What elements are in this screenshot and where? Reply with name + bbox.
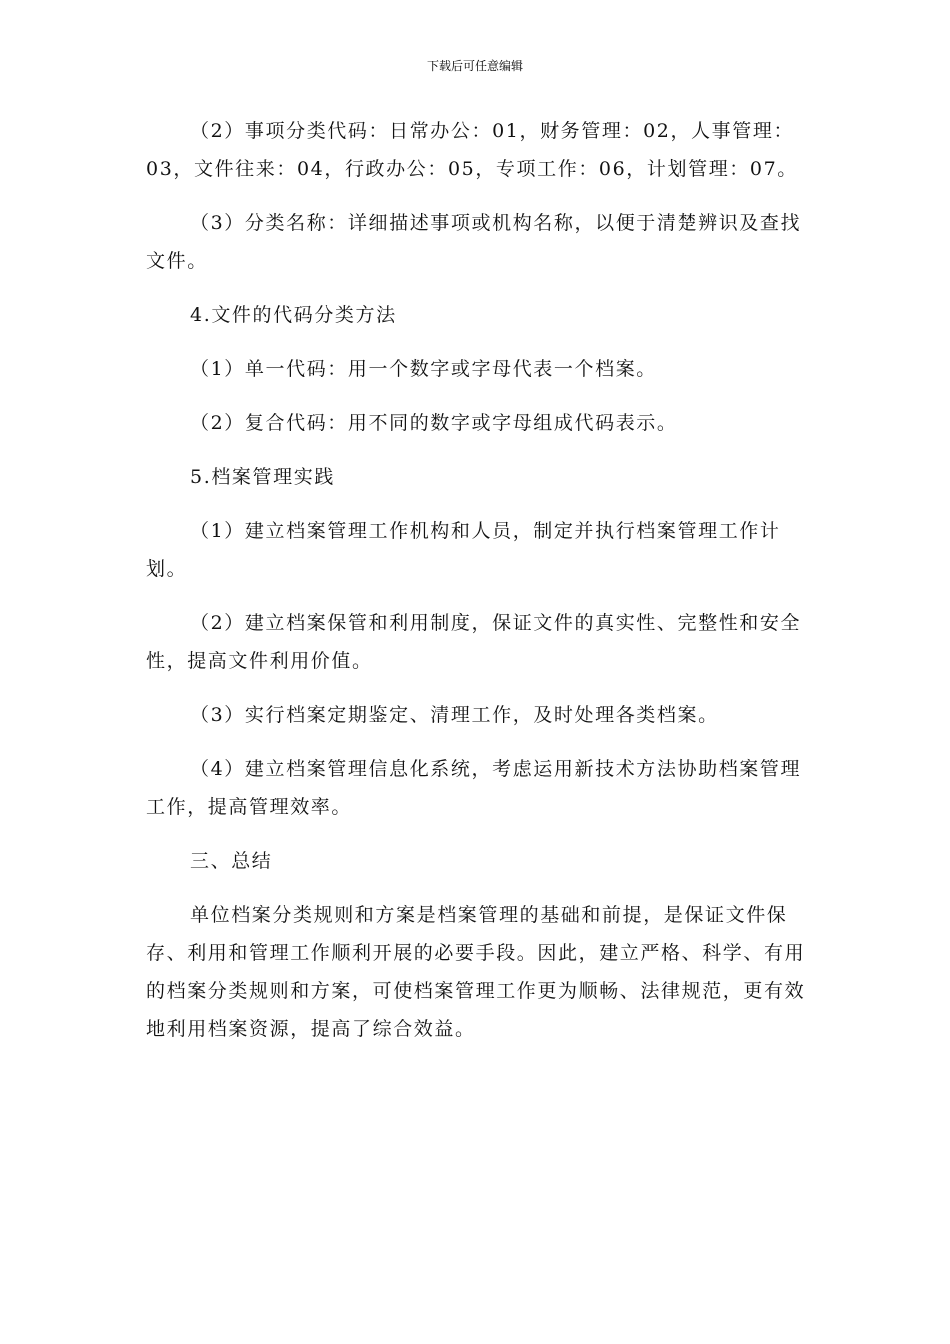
- page-header: 下载后可任意编辑: [426, 59, 523, 73]
- paragraph-summary: 单位档案分类规则和方案是档案管理的基础和前提，是保证文件保存、利用和管理工作顺利开展的必要手段。因此，建立严格、科学、有用的档案分类规则和方案，可使档案管理工作更为顺畅、法律规范，更有效地利用档案资源，提高了综合效益。: [146, 904, 806, 1040]
- paragraph-practice-3: （3）实行档案定期鉴定、清理工作，及时处理各类档案。: [190, 704, 719, 726]
- paragraph-item-code: （2）事项分类代码：日常办公：01，财务管理：02，人事管理：03，文件往来：04，行政办公：05，专项工作：06，计划管理：07。: [146, 120, 798, 180]
- paragraph-practice-2: （2）建立档案保管和利用制度，保证文件的真实性、完整性和安全性，提高文件利用价值。: [146, 612, 802, 672]
- section-heading-summary: 三、总结: [190, 850, 273, 872]
- paragraph-practice-1: （1）建立档案管理工作机构和人员，制定并执行档案管理工作计划。: [146, 520, 781, 580]
- paragraph-practice-4: （4）建立档案管理信息化系统，考虑运用新技术方法协助档案管理工作，提高管理效率。: [146, 758, 802, 818]
- section-heading-code-method: 4.文件的代码分类方法: [190, 304, 397, 326]
- paragraph-category-name: （3）分类名称：详细描述事项或机构名称，以便于清楚辨识及查找文件。: [146, 212, 802, 272]
- paragraph-compound-code: （2）复合代码：用不同的数字或字母组成代码表示。: [190, 412, 678, 434]
- paragraph-single-code: （1）单一代码：用一个数字或字母代表一个档案。: [190, 358, 657, 380]
- document-body: [146, 112, 818, 1048]
- section-heading-practice: 5.档案管理实践: [190, 466, 335, 488]
